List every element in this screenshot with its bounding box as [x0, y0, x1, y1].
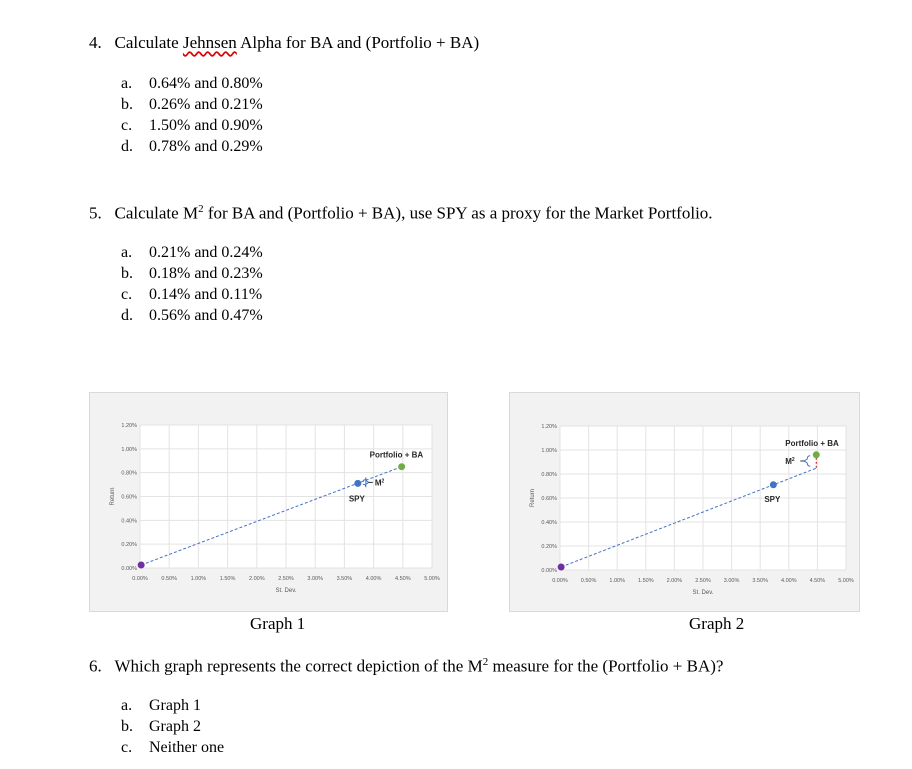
option-letter: c.: [121, 117, 133, 134]
data-point: [354, 480, 361, 487]
x-tick-label: 4.50%: [394, 576, 411, 582]
x-tick-label: 1.00%: [190, 576, 207, 582]
option-letter: c.: [121, 286, 133, 303]
x-tick-label: 4.00%: [780, 578, 797, 584]
answer-option: [121, 739, 224, 757]
x-tick-label: 1.00%: [609, 578, 626, 584]
y-tick-label: 0.40%: [541, 520, 557, 526]
answer-option: [121, 117, 263, 135]
graph-2-chart: [509, 392, 860, 612]
question-text-end: measure for the (Portfolio + BA)?: [488, 656, 724, 676]
x-tick-label: 5.00%: [838, 578, 854, 584]
option-text: 1.50% and 0.90%: [149, 117, 263, 134]
x-tick-label: 4.50%: [809, 578, 826, 584]
question-number: 6.: [89, 656, 102, 676]
y-tick-label: 0.20%: [541, 544, 557, 550]
superscript: 2: [482, 656, 489, 668]
answer-option: [121, 244, 263, 262]
y-tick-label: 0.60%: [121, 494, 137, 501]
option-text: 0.14% and 0.11%: [149, 286, 263, 303]
option-text: 0.56% and 0.47%: [149, 307, 263, 324]
graph-1-svg: [90, 393, 447, 611]
y-tick-label: 0.00%: [121, 566, 137, 572]
spy-label: SPY: [348, 494, 365, 504]
m2-label-sup: 2: [381, 478, 385, 485]
option-text: Graph 2: [149, 718, 201, 735]
answer-option: [121, 75, 263, 93]
x-tick-label: 2.50%: [278, 576, 294, 582]
x-tick-label: 2.00%: [248, 576, 265, 582]
data-point: [398, 463, 405, 470]
option-letter: b.: [121, 718, 133, 735]
y-tick-label: 1.20%: [541, 424, 557, 430]
x-tick-label: 0.50%: [161, 576, 178, 582]
answer-option: [121, 718, 201, 736]
spelling-error-word: Jehnsen: [182, 33, 237, 52]
answer-option: [121, 138, 263, 156]
x-tick-label: 0.00%: [132, 576, 148, 582]
superscript: 2: [198, 203, 204, 215]
graph-2-caption: Graph 2: [689, 614, 745, 633]
x-tick-label: 1.50%: [637, 578, 654, 584]
question-number: 5.: [89, 203, 102, 223]
question-text: Calculate M: [114, 203, 199, 223]
y-tick-label: 1.00%: [121, 446, 137, 453]
option-letter: a.: [121, 697, 133, 714]
x-tick-label: 5.00%: [424, 576, 440, 582]
x-tick-label: 0.50%: [580, 578, 597, 584]
data-point: [138, 562, 145, 569]
option-text: 0.64% and 0.80%: [149, 75, 263, 92]
option-letter: b.: [121, 96, 133, 113]
m2-label-sup: 2: [791, 456, 795, 463]
option-letter: a.: [121, 244, 133, 261]
option-letter: a.: [121, 75, 133, 92]
y-tick-label: 0.80%: [121, 470, 137, 477]
option-letter: d.: [121, 307, 133, 324]
question-number: 4.: [89, 33, 102, 52]
question-4: [89, 33, 479, 53]
y-tick-label: 0.40%: [121, 518, 137, 525]
answer-option: [121, 286, 262, 304]
x-tick-label: 3.00%: [307, 576, 324, 582]
option-letter: b.: [121, 265, 133, 282]
x-tick-label: 1.50%: [219, 576, 236, 582]
answer-option: [121, 265, 263, 283]
option-letter: d.: [121, 138, 133, 155]
data-point: [558, 564, 565, 571]
x-axis-title: St. Dev.: [275, 588, 297, 594]
question-6: [89, 656, 723, 677]
y-tick-label: 0.80%: [541, 472, 557, 478]
x-tick-label: 0.00%: [552, 578, 568, 584]
question-text-end: for BA and (Portfolio + BA), use SPY as a proxy for the Market Portfolio.: [203, 203, 713, 223]
question-text: Which graph represents the correct depiction of the M: [114, 656, 483, 676]
x-tick-label: 3.50%: [752, 578, 769, 584]
answer-option: [121, 697, 201, 715]
question-5: [89, 203, 713, 224]
m2-label-base: M: [374, 478, 382, 488]
graph-2-svg: [510, 393, 859, 611]
x-tick-label: 3.00%: [723, 578, 740, 584]
graph-1-caption: Graph 1: [250, 614, 306, 633]
option-text: Neither one: [149, 739, 225, 756]
data-point: [770, 481, 777, 488]
y-tick-label: 0.60%: [541, 496, 557, 502]
question-text-end: Alpha for BA and (Portfolio + BA): [236, 33, 480, 52]
option-text: 0.26% and 0.21%: [149, 96, 263, 113]
x-tick-label: 4.00%: [365, 576, 382, 582]
y-tick-label: 1.20%: [121, 423, 137, 429]
y-tick-label: 0.20%: [121, 542, 137, 549]
m2-label-base: M: [785, 456, 792, 466]
portfolio-label: Portfolio + BA: [369, 450, 424, 460]
x-axis-title: St. Dev.: [692, 590, 714, 596]
portfolio-label: Portfolio + BA: [785, 438, 839, 448]
y-axis-title: Return: [110, 487, 116, 506]
data-point: [813, 451, 820, 458]
answer-option: [121, 307, 263, 325]
x-tick-label: 2.00%: [666, 578, 683, 584]
y-axis-title: Return: [530, 488, 536, 508]
spy-label: SPY: [764, 494, 781, 504]
x-tick-label: 2.50%: [695, 578, 711, 584]
option-text: 0.78% and 0.29%: [149, 138, 263, 155]
option-text: 0.18% and 0.23%: [149, 265, 263, 282]
x-tick-label: 3.50%: [336, 576, 353, 582]
question-text: Calculate: [114, 33, 183, 52]
option-text: 0.21% and 0.24%: [149, 244, 263, 261]
answer-option: [121, 96, 263, 114]
y-tick-label: 1.00%: [541, 448, 557, 454]
y-tick-label: 0.00%: [541, 568, 557, 574]
option-text: Graph 1: [149, 697, 201, 714]
option-letter: c.: [121, 739, 133, 756]
graph-1-chart: [89, 392, 448, 612]
